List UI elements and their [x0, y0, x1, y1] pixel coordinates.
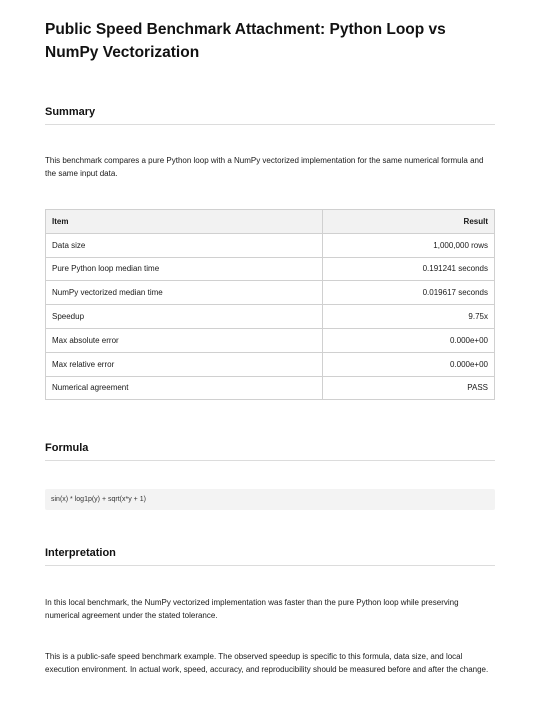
- column-header-result: Result: [323, 210, 495, 234]
- row-result: 0.000e+00: [323, 328, 495, 352]
- table-row: [46, 233, 495, 257]
- summary-text: This benchmark compares a pure Python loop with a NumPy vectorized implementation for the same numerical formula and the same input data.: [45, 156, 484, 178]
- formula-heading: Formula: [45, 442, 89, 454]
- row-item: Max absolute error: [46, 328, 323, 352]
- formula-code-block: sin(x) * log1p(y) + sqrt(x*y + 1): [45, 489, 495, 510]
- table-row: [46, 281, 495, 305]
- table-row: [46, 352, 495, 376]
- row-item: Pure Python loop median time: [46, 257, 323, 281]
- interpretation-divider: [45, 565, 495, 566]
- row-result: 9.75x: [323, 305, 495, 329]
- table-row: [46, 376, 495, 400]
- table-row: [46, 257, 495, 281]
- table-row: [46, 328, 495, 352]
- formula-divider: [45, 460, 495, 461]
- row-item: Speedup: [46, 305, 323, 329]
- interpretation-paragraph-2: This is a public-safe speed benchmark example. The observed speedup is specific to this formula, data size, and local execution environment. In actual work, speed, accuracy, and reproducibility should be measured before and after the change.: [45, 652, 489, 674]
- table-row: [46, 305, 495, 329]
- row-result: 0.019617 seconds: [323, 281, 495, 305]
- row-item: Max relative error: [46, 352, 323, 376]
- summary-divider: [45, 124, 495, 125]
- summary-heading: Summary: [45, 106, 96, 118]
- interpretation-heading: Interpretation: [45, 547, 116, 559]
- column-header-item: Item: [46, 210, 323, 234]
- row-result: 1,000,000 rows: [323, 233, 495, 257]
- row-item: Numerical agreement: [46, 376, 323, 400]
- row-result: 0.000e+00: [323, 352, 495, 376]
- row-result: 0.191241 seconds: [323, 257, 495, 281]
- row-result: PASS: [323, 376, 495, 400]
- row-item: NumPy vectorized median time: [46, 281, 323, 305]
- row-item: Data size: [46, 233, 323, 257]
- results-table: [45, 209, 495, 400]
- page-title: Public Speed Benchmark Attachment: Python Loop vs NumPy Vectorization: [45, 21, 446, 61]
- table-header-row: [46, 210, 495, 234]
- interpretation-paragraph-1: In this local benchmark, the NumPy vectorized implementation was faster than the pure Python loop while preserving numerical agreement under the stated tolerance.: [45, 598, 459, 620]
